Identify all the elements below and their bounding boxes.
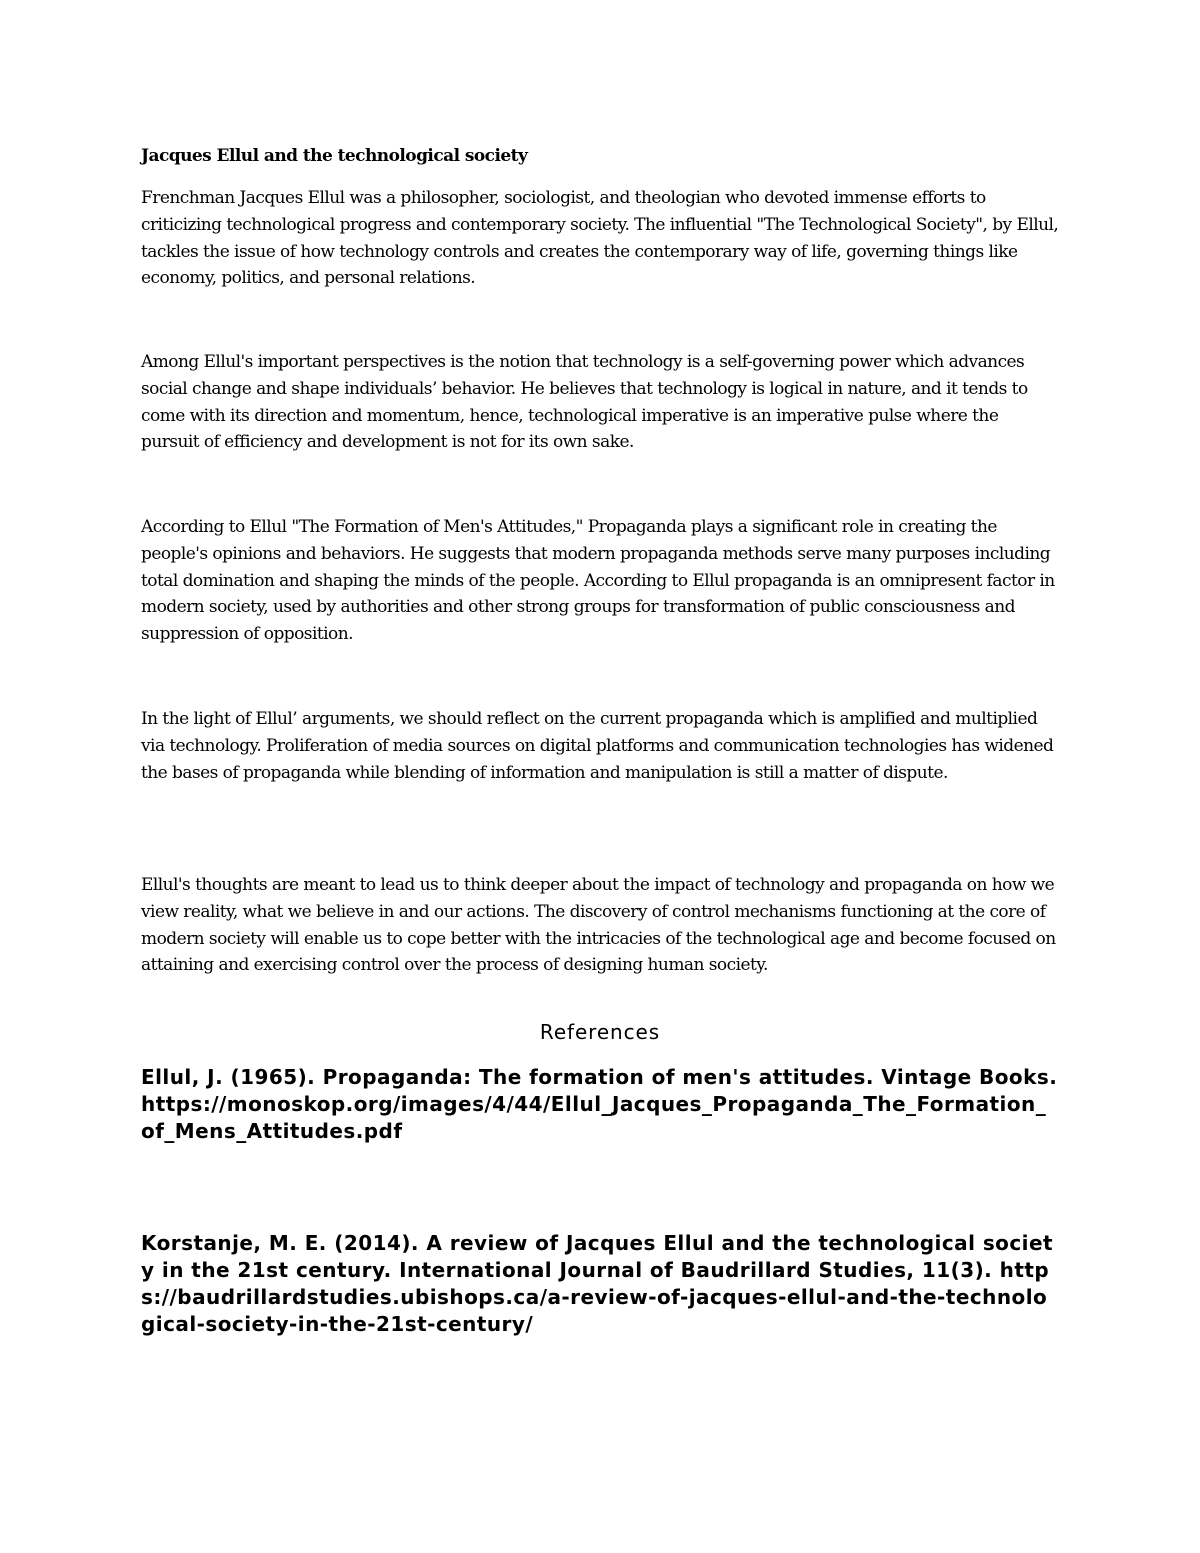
references-heading: References bbox=[539, 1020, 661, 1044]
body-paragraph-5: Ellul's thoughts are meant to lead us to think deeper about the impact of technology and propaganda on how we view reality, what we believe in and our actions. The discovery of control mechanisms functioning at the core of modern society will enable us to cope better with the intricacies of the technological age and become focused on attaining and exercising control over the process of designing human society. bbox=[141, 875, 1056, 976]
reference-entry-2: Korstanje, M. E. (2014). A review of Jacques Ellul and the technological society in the 21st century. International Journal of Baudrillard Studies, 11(3). https://baudrillardstudies.ubishops.ca/a-review-of-jacques-ellul-and-the-technological-society-in-the-21st-century/ bbox=[141, 1231, 1054, 1336]
document-title: Jacques Ellul and the technological society bbox=[141, 146, 528, 166]
body-paragraph-4: In the light of Ellul’ arguments, we should reflect on the current propaganda which is amplified and multiplied via technology. Proliferation of media sources on digital platforms and communication technologies has widened the bases of propaganda while blending of information and manipulation is still a matter of dispute. bbox=[141, 709, 1054, 783]
reference-entry-1: Ellul, J. (1965). Propaganda: The formation of men's attitudes. Vintage Books. https://monoskop.org/images/4/44/Ellul_Jacques_Propaganda_The_Formation_of_Mens_Attitudes.pdf bbox=[141, 1065, 1058, 1143]
body-paragraph-1: Frenchman Jacques Ellul was a philosopher, sociologist, and theologian who devoted immense efforts to criticizing technological progress and contemporary society. The influential "The Technological Society", by Ellul, tackles the issue of how technology controls and creates the contemporary way of life, governing things like economy, politics, and personal relations. bbox=[141, 188, 1059, 289]
body-paragraph-2: Among Ellul's important perspectives is the notion that technology is a self-governing power which advances social change and shape individuals’ behavior. He believes that technology is logical in nature, and it tends to come with its direction and momentum, hence, technological imperative is an imperative pulse where the pursuit of efficiency and development is not for its own sake. bbox=[141, 352, 1028, 453]
body-paragraph-3: According to Ellul "The Formation of Men's Attitudes," Propaganda plays a significant role in creating the people's opinions and behaviors. He suggests that modern propaganda methods serve many purposes including total domination and shaping the minds of the people. According to Ellul propaganda is an omnipresent factor in modern society, used by authorities and other strong groups for transformation of public consciousness and suppression of opposition. bbox=[141, 517, 1055, 645]
